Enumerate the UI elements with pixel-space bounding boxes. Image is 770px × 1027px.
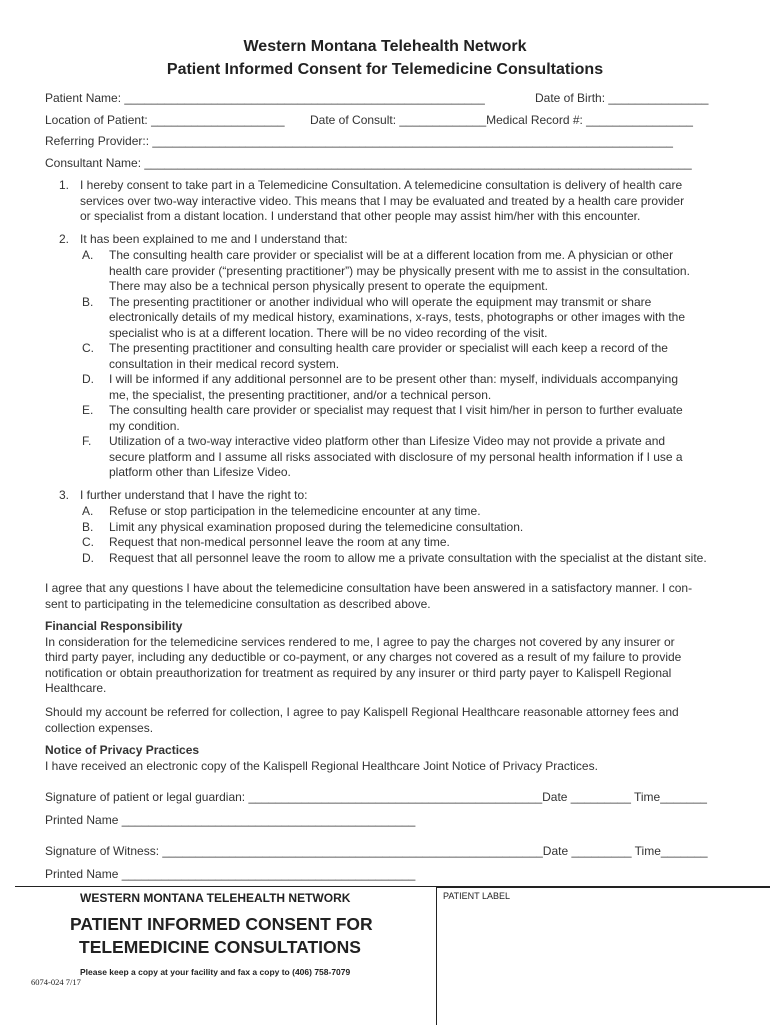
sub-letter: D. [82, 372, 94, 386]
sub-line: The consulting health care provider or specialist will be at a different location from me. A physician or other [109, 248, 674, 262]
sub-line: Request that non-medical personnel leave the room at any time. [109, 535, 450, 549]
item-number-3: 3. [59, 488, 70, 502]
sub-line: Limit any physical examination proposed during the telemedicine consultation. [109, 519, 524, 534]
sub-letter: C. [82, 535, 94, 549]
sub-line: The consulting health care provider or specialist may request that I visit him/her in person to further evaluate [109, 403, 683, 417]
form-title-line2: TELEMEDICINE CONSULTATIONS [79, 937, 361, 957]
date-of-birth-field[interactable]: Date of Birth: _______________ [535, 91, 709, 105]
witness-printed-name-field[interactable]: Printed Name ____________________________________________ [45, 867, 416, 881]
sub-line: my condition. [109, 418, 180, 433]
financial-line: notification or obtain preauthorization for treatment as required by any insurer or third party payer to Kalispell Regional [45, 665, 672, 680]
sub-line: Utilization of a two-way interactive video platform other than Lifesize Video may not provide a private and [109, 434, 666, 448]
item-number-1: 1. [59, 178, 70, 192]
item-1-line: I hereby consent to take part in a Telemedicine Consultation. A telemedicine consultation is delivery of health care [80, 178, 683, 192]
sub-line: consultation in their medical record system. [109, 356, 340, 371]
sub-line: specialist who is at a different location. There will be no video recording of the visit. [109, 325, 548, 340]
sub-line: There may also be a technical person physically present to operate the equipment. [109, 279, 548, 293]
sub-line: Refuse or stop participation in the telemedicine encounter at any time. [109, 504, 481, 518]
financial-line: In consideration for the telemedicine services rendered to me, I agree to pay the charges not covered by any insurer or [45, 634, 675, 649]
sub-letter: B. [82, 519, 94, 534]
sub-letter: A. [82, 504, 94, 518]
sub-letter: A. [82, 248, 94, 262]
patient-label-caption: PATIENT LABEL [443, 891, 511, 901]
witness-signature-field[interactable]: Signature of Witness: _________________________________________________________Date _________ Time_______ [45, 844, 708, 858]
network-name: WESTERN MONTANA TELEHEALTH NETWORK [80, 891, 351, 905]
financial-line: third party payer, including any deductible or co-payment, or any charges not covered as a result of my failure to provide [45, 650, 682, 664]
agreement-line: I agree that any questions I have about the telemedicine consultation have been answered in a satisfactory manner. I con- [45, 581, 693, 595]
sub-line: electronically details of my medical history, examinations, x-rays, tests, photographs or other images with the [109, 310, 686, 324]
consultant-name-field[interactable]: Consultant Name: __________________________________________________________________________________ [45, 156, 692, 170]
patient-signature-field[interactable]: Signature of patient or legal guardian: ____________________________________________Date _________ Time_______ [45, 790, 707, 804]
sub-line: secure platform and I assume all risks associated with disclosure of my personal health information if I use a [109, 449, 683, 464]
collection-line: collection expenses. [45, 720, 154, 735]
item-3-intro: I further understand that I have the right to: [80, 488, 308, 502]
sub-line: The presenting practitioner and consulting health care provider or specialist will each keep a record of the [109, 341, 668, 355]
agreement-line: sent to participating in the telemedicine consultation as described above. [45, 596, 431, 611]
item-1-line: or specialist from a distant location. I understand that other people may assist him/her with this encounter. [80, 209, 641, 223]
sub-line: Request that all personnel leave the room to allow me a private consultation with the specialist at the distant site. [109, 550, 707, 565]
sub-line: health care provider (“presenting practitioner”) may be physically present with me to assist in the consultation. [109, 263, 690, 278]
patient-label-box [436, 887, 770, 1025]
referring-provider-field[interactable]: Referring Provider:: ______________________________________________________________________________ [45, 134, 673, 148]
item-number-2: 2. [59, 232, 70, 246]
sub-letter: C. [82, 341, 94, 355]
document-title: Western Montana Telehealth Network [243, 38, 527, 55]
item-1-line: services over two-way interactive video. This means that I may be evaluated and treated by a health care provider [80, 193, 685, 208]
sub-letter: D. [82, 550, 94, 565]
collection-line: Should my account be referred for collection, I agree to pay Kalispell Regional Healthcare reasonable attorney fees and [45, 705, 679, 719]
document-subtitle: Patient Informed Consent for Telemedicine Consultations [166, 61, 604, 78]
financial-heading: Financial Responsibility [45, 619, 183, 633]
printed-name-field[interactable]: Printed Name ____________________________________________ [45, 813, 416, 827]
privacy-heading: Notice of Privacy Practices [45, 743, 200, 757]
financial-line: Healthcare. [45, 681, 107, 695]
form-title-line1: PATIENT INFORMED CONSENT FOR [70, 914, 373, 934]
patient-name-field[interactable]: Patient Name: ______________________________________________________ [45, 91, 485, 105]
sub-line: The presenting practitioner or another individual who will operate the equipment may transmit or share [109, 294, 652, 309]
item-2-intro: It has been explained to me and I understand that: [80, 232, 348, 246]
sub-letter: F. [82, 434, 92, 448]
sub-letter: E. [82, 403, 94, 417]
privacy-line: I have received an electronic copy of the Kalispell Regional Healthcare Joint Notice of Privacy Practices. [45, 758, 598, 773]
sub-letter: B. [82, 294, 94, 309]
fax-note: Please keep a copy at your facility and fax a copy to (406) 758-7079 [80, 967, 351, 977]
form-number: 6074-024 7/17 [31, 977, 81, 987]
sub-line: platform other than Lifesize Video. [109, 465, 291, 479]
date-of-consult-field[interactable]: Date of Consult: _____________Medical Record #: ________________ [310, 113, 693, 127]
sub-line: me, the specialist, the presenting practitioner, and/or a technical person. [109, 387, 492, 402]
location-of-patient-field[interactable]: Location of Patient: ____________________ [45, 113, 285, 127]
sub-line: I will be informed if any additional personnel are to be present other than: myself, individuals accompanying [109, 372, 678, 386]
